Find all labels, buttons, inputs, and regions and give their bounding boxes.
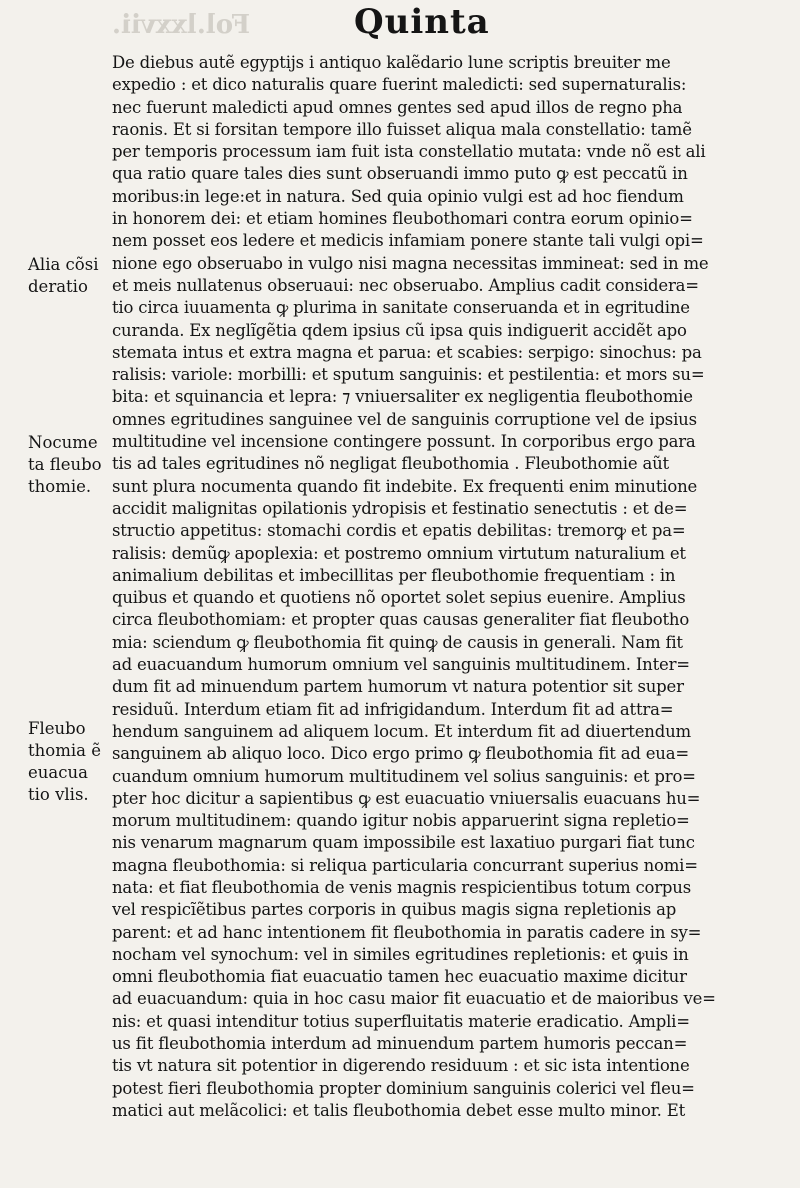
text-line: qua ratio quare tales dies sunt obseruandi immo puto ꝙ est peccatũ in — [112, 164, 688, 184]
text-line: sanguinem ab aliquo loco. Dico ergo primo ꝙ fleubothomia fit ad eua= — [112, 744, 690, 764]
text-line: bita: et squinancia et lepra: ⁊ vniuersaliter ex negligentia fleubothomie — [112, 387, 693, 407]
margin-note-line: tio vlis. — [28, 785, 89, 804]
margin-note-nocumenta — [28, 432, 112, 498]
text-line: cuandum omnium humorum multitudinem vel solius sanguinis: et pro= — [112, 766, 696, 786]
text-line: ad euacuandum humorum omnium vel sanguinis multitudinem. Inter= — [112, 655, 690, 675]
text-line: omni fleubothomia fiat euacuatio tamen hec euacuatio maxime dicitur — [112, 967, 687, 987]
text-line: morum multitudinem: quando igitur nobis apparuerint signa repletio= — [112, 811, 690, 831]
margin-note-line: euacua — [28, 763, 88, 782]
text-line: expedio : et dico naturalis quare fuerint maledicti: sed supernaturalis: — [112, 75, 687, 95]
text-line: hendum sanguinem ad aliquem locum. Et interdum fit ad diuertendum — [112, 721, 691, 741]
text-line: potest fieri fleubothomia propter dominium sanguinis colerici vel fleu= — [112, 1078, 695, 1098]
text-line: parent: et ad hanc intentionem fit fleubothomia in paratis cadere in sy= — [112, 922, 702, 942]
margin-note-line: thomie. — [28, 477, 92, 496]
text-line: raonis. Et si forsitan tempore illo fuisset aliqua mala constellatio: tamẽ — [112, 119, 692, 139]
text-line: stemata intus et extra magna et parua: et scabies: serpigo: sinochus: pa — [112, 342, 702, 362]
margin-note-line: ta fleubo — [28, 455, 102, 474]
margin-note-fleubothomia — [28, 718, 112, 806]
running-head: Quinta — [354, 2, 490, 42]
text-line: mia: sciendum ꝙ fleubothomia fit quinꝙ de causis in generali. Nam fit — [112, 632, 683, 652]
text-line: in honorem dei: et etiam homines fleubothomari contra eorum opinio= — [112, 209, 693, 229]
text-line: tis vt natura sit potentior in digerendo residuum : et sic ista intentione — [112, 1056, 690, 1076]
body-text — [112, 52, 764, 1122]
margin-note-line: Fleubo — [28, 719, 86, 738]
margin-note-line: thomia ẽ — [28, 741, 101, 760]
text-line: residuũ. Interdum etiam fit ad infrigidandum. Interdum fit ad attra= — [112, 699, 674, 719]
text-line: sunt plura nocumenta quando fit indebite. Ex frequenti enim minutione — [112, 476, 698, 496]
text-line: pter hoc dicitur a sapientibus ꝙ est euacuatio vniuersalis euacuans hu= — [112, 788, 701, 808]
text-line: nata: et fiat fleubothomia de venis magnis respicientibus totum corpus — [112, 877, 691, 897]
margin-note-alia-consideratio — [28, 254, 112, 298]
text-line: per temporis processum iam fuit ista constellatio mutata: vnde nõ est ali — [112, 142, 706, 162]
text-line: et meis nullatenus obseruaui: nec obseruabo. Amplius cadit considera= — [112, 275, 699, 295]
text-line: curanda. Ex neglĩgẽtia qdem ipsius cũ ipsa quis indiguerit accidẽt apo — [112, 320, 687, 340]
bleed-through-text: Fol.lxxvii. — [112, 10, 251, 40]
text-line: us fit fleubothomia interdum ad minuendum partem humoris peccan= — [112, 1034, 688, 1054]
text-line: tis ad tales egritudines nõ negligat fleubothomia . Fleubothomie aũt — [112, 454, 669, 474]
text-line: animalium debilitas et imbecillitas per fleubothomie frequentiam : in — [112, 565, 676, 585]
text-line: multitudine vel incensione contingere possunt. In corporibus ergo para — [112, 432, 696, 452]
text-line: ralisis: demũꝙ apoplexia: et postremo omnium virtutum naturalium et — [112, 543, 686, 563]
text-line: structio appetitus: stomachi cordis et epatis debilitas: tremorꝙ et pa= — [112, 521, 686, 541]
text-line: dum fit ad minuendum partem humorum vt natura potentior sit super — [112, 677, 684, 697]
text-line: ad euacuandum: quia in hoc casu maior fit euacuatio et de maioribus ve= — [112, 989, 716, 1009]
text-line: nis venarum magnarum quam impossibile est laxatiuo purgari fiat tunc — [112, 833, 695, 853]
text-line: De diebus autẽ egyptijs i antiquo kalẽdario lune scriptis breuiter me — [112, 53, 671, 72]
text-line: omnes egritudines sanguinee vel de sanguinis corruptione vel de ipsius — [112, 409, 697, 429]
text-line: nocham vel synochum: vel in similes egritudines repletionis: et ꝙuis in — [112, 944, 689, 964]
margin-note-line: deratio — [28, 277, 88, 296]
text-line: matici aut melãcolici: et talis fleubothomia debet esse multo minor. Et — [112, 1100, 686, 1120]
text-line: nis: et quasi intenditur totius superfluitatis materie eradicatio. Ampli= — [112, 1011, 690, 1031]
text-line: magna fleubothomia: si reliqua particularia concurrant superius nomi= — [112, 855, 698, 875]
text-line: nec fuerunt maledicti apud omnes gentes sed apud illos de regno pha — [112, 97, 683, 117]
text-line: vel respicĩẽtibus partes corporis in quibus magis signa repletionis ap — [112, 900, 677, 920]
text-line: accidit malignitas opilationis ydropisis et festinatio senectutis : et de= — [112, 498, 688, 518]
text-line: circa fleubothomiam: et propter quas causas generaliter fiat fleubotho — [112, 610, 690, 630]
text-line: moribus:in lege:et in natura. Sed quia opinio vulgi est ad hoc fiendum — [112, 186, 684, 206]
text-line: tio circa iuuamenta ꝙ plurima in sanitate conseruanda et in egritudine — [112, 298, 690, 318]
text-line: nem posset eos ledere et medicis infamiam ponere stante tali vulgi opi= — [112, 231, 704, 251]
text-line: quibus et quando et quotiens nõ oportet solet sepius euenire. Amplius — [112, 588, 686, 608]
text-line: nione ego obseruabo in vulgo nisi magna necessitas immineat: sed in me — [112, 253, 709, 273]
margin-note-line: Nocume — [28, 433, 98, 452]
margin-note-line: Alia cõsi — [28, 255, 99, 274]
text-line: ralisis: variole: morbilli: et sputum sanguinis: et pestilentia: et mors su= — [112, 365, 705, 385]
